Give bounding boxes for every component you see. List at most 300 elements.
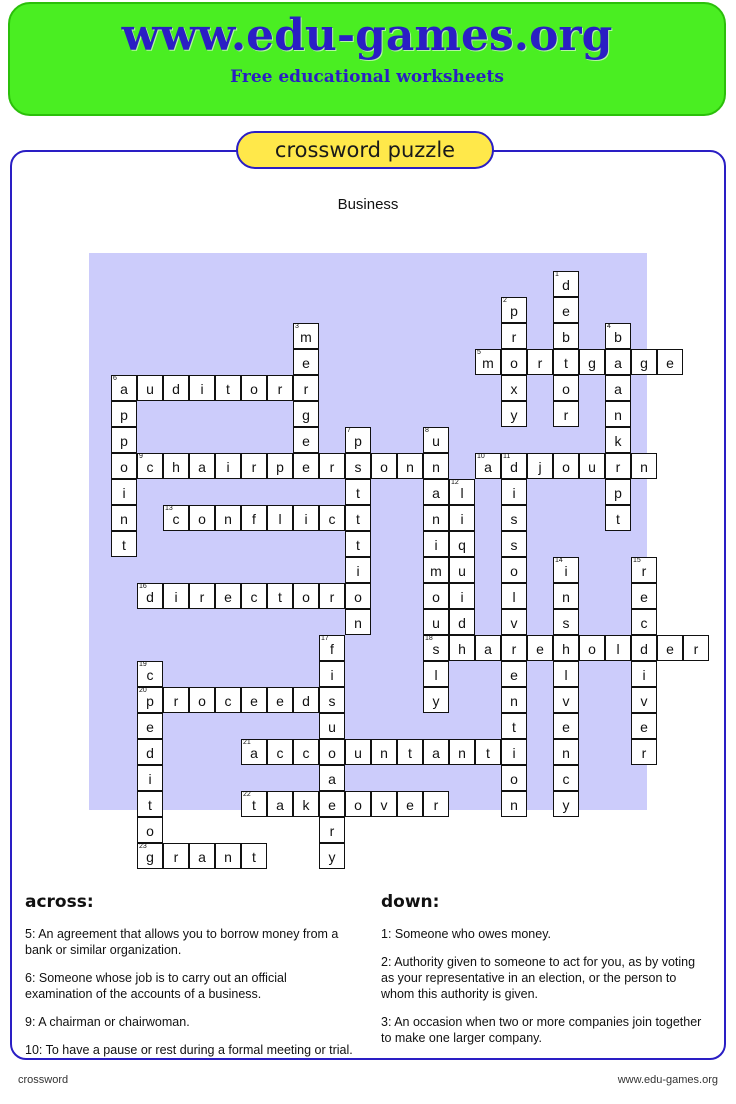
cell-letter: u (458, 563, 466, 579)
crossword-cell[interactable] (371, 791, 397, 817)
crossword-cell[interactable] (163, 375, 189, 401)
cell-letter: s (354, 459, 362, 475)
cell-letter: r (433, 797, 439, 813)
crossword-cell[interactable] (215, 687, 241, 713)
cell-letter: n (120, 511, 128, 527)
crossword-cell[interactable] (215, 843, 241, 869)
cell-letter: c (146, 459, 154, 475)
crossword-cell[interactable] (137, 843, 163, 869)
cell-letter: p (276, 459, 284, 475)
cell-letter: e (562, 303, 570, 319)
crossword-cell[interactable] (501, 349, 527, 375)
crossword-cell[interactable] (631, 453, 657, 479)
cell-letter: j (538, 459, 542, 475)
cell-letter: o (146, 823, 154, 839)
crossword-cell[interactable] (423, 661, 449, 687)
cell-number: 9 (139, 453, 143, 460)
crossword-cell[interactable] (423, 531, 449, 557)
crossword-cell[interactable] (553, 609, 579, 635)
crossword-cell[interactable] (553, 687, 579, 713)
crossword-cell[interactable] (553, 791, 579, 817)
cell-letter: g (588, 355, 596, 371)
crossword-cell[interactable] (553, 401, 579, 427)
cell-number: 19 (139, 661, 147, 668)
crossword-cell[interactable] (449, 479, 475, 505)
cell-letter: c (172, 511, 180, 527)
crossword-cell[interactable] (137, 583, 163, 609)
cell-number: 18 (425, 635, 433, 642)
across-clue: 9: A chairman or chairwoman. (25, 1015, 190, 1029)
crossword-cell[interactable] (293, 401, 319, 427)
crossword-cell[interactable] (527, 635, 553, 661)
across-clue: 10: To have a pause or rest during a formal meeting or trial. (25, 1043, 353, 1057)
crossword-cell[interactable] (345, 479, 371, 505)
crossword-cell[interactable] (501, 661, 527, 687)
crossword-cell[interactable] (163, 453, 189, 479)
crossword-cell[interactable] (553, 635, 579, 661)
cell-letter: e (666, 355, 674, 371)
cell-number: 20 (139, 687, 147, 694)
crossword-cell[interactable] (501, 557, 527, 583)
crossword-cell[interactable] (241, 453, 267, 479)
crossword-cell[interactable] (423, 791, 449, 817)
crossword-cell[interactable] (215, 453, 241, 479)
crossword-cell[interactable] (397, 739, 423, 765)
cell-letter: o (380, 459, 388, 475)
down-column (381, 892, 711, 1058)
crossword-cell[interactable] (371, 739, 397, 765)
cell-letter: o (198, 511, 206, 527)
crossword-cell[interactable] (501, 531, 527, 557)
crossword-cell[interactable] (215, 505, 241, 531)
crossword-cell[interactable] (475, 739, 501, 765)
cell-letter: y (328, 849, 336, 865)
cell-letter: c (250, 589, 258, 605)
cell-letter: u (328, 719, 336, 735)
crossword-cell[interactable] (137, 687, 163, 713)
crossword-cell[interactable] (241, 791, 267, 817)
crossword-cell[interactable] (241, 739, 267, 765)
crossword-cell[interactable] (345, 453, 371, 479)
cell-letter: a (484, 459, 492, 475)
crossword-cell[interactable] (319, 505, 345, 531)
cell-letter: m (482, 355, 494, 371)
cell-letter: b (614, 329, 622, 345)
cell-letter: u (432, 615, 440, 631)
crossword-cell[interactable] (111, 531, 137, 557)
crossword-cell[interactable] (319, 765, 345, 791)
crossword-cell[interactable] (605, 323, 631, 349)
crossword-cell[interactable] (319, 817, 345, 843)
crossword-cell[interactable] (501, 583, 527, 609)
crossword-cell[interactable] (553, 323, 579, 349)
cell-letter: r (277, 381, 283, 397)
cell-letter: s (510, 511, 518, 527)
crossword-grid (89, 253, 699, 865)
crossword-cell[interactable] (293, 427, 319, 453)
crossword-cell[interactable] (293, 323, 319, 349)
crossword-cell[interactable] (423, 557, 449, 583)
cell-letter: i (330, 667, 334, 683)
crossword-cell[interactable] (241, 375, 267, 401)
crossword-cell[interactable] (605, 635, 631, 661)
crossword-cell[interactable] (631, 713, 657, 739)
crossword-cell[interactable] (501, 635, 527, 661)
crossword-cell[interactable] (423, 609, 449, 635)
cell-letter: v (640, 693, 648, 709)
crossword-cell[interactable] (423, 427, 449, 453)
crossword-cell[interactable] (449, 635, 475, 661)
crossword-cell[interactable] (111, 401, 137, 427)
crossword-cell[interactable] (501, 739, 527, 765)
crossword-cell[interactable] (605, 427, 631, 453)
crossword-cell[interactable] (553, 375, 579, 401)
cell-number: 2 (503, 297, 507, 304)
crossword-cell[interactable] (605, 401, 631, 427)
cell-letter: t (356, 537, 360, 553)
site-title: www.edu-games.org (121, 10, 613, 61)
crossword-cell[interactable] (345, 427, 371, 453)
crossword-cell[interactable] (267, 687, 293, 713)
cell-number: 3 (295, 323, 299, 330)
cell-letter: t (148, 797, 152, 813)
across-header: across: (25, 892, 94, 912)
crossword-cell[interactable] (553, 583, 579, 609)
crossword-cell[interactable] (293, 375, 319, 401)
cell-letter: h (458, 641, 466, 657)
cell-letter: e (640, 719, 648, 735)
crossword-cell[interactable] (423, 505, 449, 531)
crossword-cell[interactable] (423, 635, 449, 661)
crossword-cell[interactable] (501, 687, 527, 713)
crossword-cell[interactable] (631, 609, 657, 635)
cell-number: 16 (139, 583, 147, 590)
crossword-cell[interactable] (553, 297, 579, 323)
crossword-cell[interactable] (137, 791, 163, 817)
crossword-cell[interactable] (293, 687, 319, 713)
cell-letter: a (276, 797, 284, 813)
cell-letter: n (224, 511, 232, 527)
cell-letter: l (460, 485, 464, 501)
crossword-cell[interactable] (111, 427, 137, 453)
crossword-cell[interactable] (553, 271, 579, 297)
crossword-cell[interactable] (241, 687, 267, 713)
crossword-cell[interactable] (267, 791, 293, 817)
crossword-cell[interactable] (163, 843, 189, 869)
crossword-cell[interactable] (631, 739, 657, 765)
crossword-cell[interactable] (553, 739, 579, 765)
crossword-cell[interactable] (189, 375, 215, 401)
cell-letter: o (354, 589, 362, 605)
cell-letter: s (562, 615, 570, 631)
cell-letter: l (564, 667, 568, 683)
crossword-cell[interactable] (449, 557, 475, 583)
cell-letter: o (432, 589, 440, 605)
cell-letter: n (510, 797, 518, 813)
cell-letter: i (512, 745, 516, 761)
crossword-cell[interactable] (501, 297, 527, 323)
cell-letter: e (510, 667, 518, 683)
crossword-cell[interactable] (319, 739, 345, 765)
crossword-cell[interactable] (345, 791, 371, 817)
crossword-cell[interactable] (605, 453, 631, 479)
cell-letter: n (562, 589, 570, 605)
crossword-cell[interactable] (267, 505, 293, 531)
crossword-cell[interactable] (501, 323, 527, 349)
crossword-cell[interactable] (501, 401, 527, 427)
crossword-cell[interactable] (345, 505, 371, 531)
cell-letter: r (303, 381, 309, 397)
cell-letter: r (537, 355, 543, 371)
cell-letter: d (302, 693, 310, 709)
crossword-cell[interactable] (111, 479, 137, 505)
crossword-cell[interactable] (137, 453, 163, 479)
crossword-cell[interactable] (319, 791, 345, 817)
crossword-cell[interactable] (319, 583, 345, 609)
crossword-cell[interactable] (267, 453, 293, 479)
crossword-cell[interactable] (605, 479, 631, 505)
crossword-cell[interactable] (501, 609, 527, 635)
worksheet-subject: Business (337, 196, 399, 213)
crossword-cell[interactable] (657, 349, 683, 375)
cell-letter: d (562, 277, 570, 293)
crossword-cell[interactable] (631, 687, 657, 713)
cell-letter: t (356, 485, 360, 501)
crossword-cell[interactable] (189, 687, 215, 713)
down-header: down: (381, 892, 440, 912)
crossword-cell[interactable] (163, 687, 189, 713)
crossword-cell[interactable] (267, 375, 293, 401)
cell-letter: c (276, 745, 284, 761)
cell-letter: a (328, 771, 336, 787)
cell-letter: l (434, 667, 438, 683)
crossword-cell[interactable] (371, 453, 397, 479)
crossword-cell[interactable] (553, 557, 579, 583)
crossword-cell[interactable] (189, 583, 215, 609)
cell-letter: r (641, 745, 647, 761)
cell-letter: e (328, 797, 336, 813)
crossword-cell[interactable] (423, 687, 449, 713)
cell-letter: i (226, 459, 230, 475)
crossword-cell[interactable] (345, 583, 371, 609)
crossword-cell[interactable] (345, 609, 371, 635)
crossword-cell[interactable] (293, 453, 319, 479)
crossword-cell[interactable] (553, 765, 579, 791)
crossword-cell[interactable] (319, 635, 345, 661)
crossword-cell[interactable] (267, 583, 293, 609)
crossword-cell[interactable] (475, 453, 501, 479)
cell-letter: i (304, 511, 308, 527)
crossword-cell[interactable] (449, 739, 475, 765)
cell-letter: n (432, 459, 440, 475)
crossword-cell[interactable] (215, 583, 241, 609)
crossword-cell[interactable] (345, 739, 371, 765)
cell-letter: s (328, 693, 336, 709)
crossword-cell[interactable] (397, 453, 423, 479)
crossword-cell[interactable] (293, 349, 319, 375)
crossword-cell[interactable] (189, 505, 215, 531)
crossword-cell[interactable] (189, 453, 215, 479)
crossword-cell[interactable] (553, 713, 579, 739)
crossword-cell[interactable] (605, 375, 631, 401)
crossword-cell[interactable] (319, 713, 345, 739)
crossword-cell[interactable] (319, 661, 345, 687)
crossword-cell[interactable] (605, 349, 631, 375)
crossword-cell[interactable] (319, 687, 345, 713)
cell-letter: q (458, 537, 466, 553)
crossword-cell[interactable] (319, 843, 345, 869)
crossword-cell[interactable] (501, 375, 527, 401)
cell-letter: m (300, 329, 312, 345)
crossword-cell[interactable] (449, 505, 475, 531)
crossword-cell[interactable] (137, 713, 163, 739)
crossword-cell[interactable] (111, 375, 137, 401)
cell-letter: t (122, 537, 126, 553)
crossword-cell[interactable] (657, 635, 683, 661)
crossword-cell[interactable] (579, 635, 605, 661)
crossword-cell[interactable] (423, 479, 449, 505)
cell-number: 11 (503, 453, 511, 460)
crossword-cell[interactable] (527, 453, 553, 479)
crossword-cell[interactable] (345, 557, 371, 583)
crossword-cell[interactable] (501, 791, 527, 817)
cell-letter: o (198, 693, 206, 709)
cell-letter: o (302, 589, 310, 605)
crossword-cell[interactable] (423, 583, 449, 609)
crossword-cell[interactable] (683, 635, 709, 661)
cell-letter: f (252, 511, 256, 527)
cell-letter: n (354, 615, 362, 631)
crossword-cell[interactable] (241, 505, 267, 531)
crossword-cell[interactable] (631, 635, 657, 661)
cell-letter: i (174, 589, 178, 605)
crossword-cell[interactable] (111, 453, 137, 479)
cell-letter: a (432, 745, 440, 761)
cell-letter: t (252, 797, 256, 813)
cell-letter: r (329, 823, 335, 839)
crossword-cell[interactable] (241, 583, 267, 609)
crossword-cell[interactable] (631, 583, 657, 609)
cell-letter: g (302, 407, 310, 423)
crossword-cell[interactable] (553, 349, 579, 375)
crossword-cell[interactable] (631, 661, 657, 687)
crossword-cell[interactable] (501, 453, 527, 479)
cell-number: 17 (321, 635, 329, 642)
cell-letter: d (458, 615, 466, 631)
cell-letter: e (276, 693, 284, 709)
cell-letter: k (614, 433, 622, 449)
crossword-cell[interactable] (449, 583, 475, 609)
crossword-cell[interactable] (111, 505, 137, 531)
crossword-cell[interactable] (475, 635, 501, 661)
cell-letter: r (563, 407, 569, 423)
crossword-cell[interactable] (189, 843, 215, 869)
footer-url: www.edu-games.org (617, 1074, 718, 1086)
crossword-cell[interactable] (293, 791, 319, 817)
crossword-cell[interactable] (137, 817, 163, 843)
cell-letter: p (120, 433, 128, 449)
crossword-cell[interactable] (501, 505, 527, 531)
cell-letter: i (148, 771, 152, 787)
cell-letter: o (510, 563, 518, 579)
crossword-cell[interactable] (267, 739, 293, 765)
crossword-cell[interactable] (137, 739, 163, 765)
crossword-cell[interactable] (605, 505, 631, 531)
cell-letter: a (432, 485, 440, 501)
cell-letter: c (562, 771, 570, 787)
cell-number: 22 (243, 791, 251, 798)
cell-letter: c (302, 745, 310, 761)
crossword-cell[interactable] (449, 531, 475, 557)
crossword-cell[interactable] (137, 661, 163, 687)
crossword-cell[interactable] (137, 375, 163, 401)
cell-letter: i (434, 537, 438, 553)
cell-letter: r (511, 641, 517, 657)
crossword-cell[interactable] (293, 739, 319, 765)
crossword-cell[interactable] (293, 583, 319, 609)
cell-number: 10 (477, 453, 485, 460)
crossword-cell[interactable] (319, 453, 345, 479)
crossword-cell[interactable] (241, 843, 267, 869)
crossword-cell[interactable] (163, 583, 189, 609)
cell-letter: f (330, 641, 334, 657)
cell-letter: o (120, 459, 128, 475)
crossword-cell[interactable] (293, 505, 319, 531)
crossword-cell[interactable] (449, 609, 475, 635)
cell-letter: d (510, 459, 518, 475)
cell-letter: e (536, 641, 544, 657)
cell-letter: t (564, 355, 568, 371)
crossword-cell[interactable] (163, 505, 189, 531)
crossword-cell[interactable] (631, 557, 657, 583)
footer-label: crossword (18, 1074, 69, 1086)
cell-letter: y (432, 693, 440, 709)
cell-letter: e (302, 433, 310, 449)
cell-letter: a (198, 849, 206, 865)
cell-letter: e (666, 641, 674, 657)
crossword-cell[interactable] (553, 661, 579, 687)
crossword-cell[interactable] (631, 349, 657, 375)
cell-letter: h (172, 459, 180, 475)
cell-letter: y (510, 407, 518, 423)
crossword-cell[interactable] (345, 531, 371, 557)
crossword-cell[interactable] (397, 791, 423, 817)
crossword-cell[interactable] (501, 479, 527, 505)
cell-letter: y (562, 797, 570, 813)
cell-letter: r (173, 849, 179, 865)
cell-letter: v (510, 615, 518, 631)
crossword-cell[interactable] (579, 349, 605, 375)
cell-letter: r (511, 329, 517, 345)
crossword-cell[interactable] (215, 375, 241, 401)
crossword-cell[interactable] (501, 765, 527, 791)
cell-number: 23 (139, 843, 147, 850)
crossword-cell[interactable] (527, 349, 553, 375)
cell-letter: e (224, 589, 232, 605)
crossword-cell[interactable] (475, 349, 501, 375)
crossword-cell[interactable] (423, 453, 449, 479)
cell-number: 8 (425, 427, 429, 434)
crossword-cell[interactable] (137, 765, 163, 791)
cell-letter: u (432, 433, 440, 449)
crossword-cell[interactable] (553, 453, 579, 479)
crossword-cell[interactable] (579, 453, 605, 479)
cell-letter: h (562, 641, 570, 657)
crossword-cell[interactable] (501, 713, 527, 739)
cell-number: 14 (555, 557, 563, 564)
crossword-cell[interactable] (423, 739, 449, 765)
cell-letter: p (510, 303, 518, 319)
